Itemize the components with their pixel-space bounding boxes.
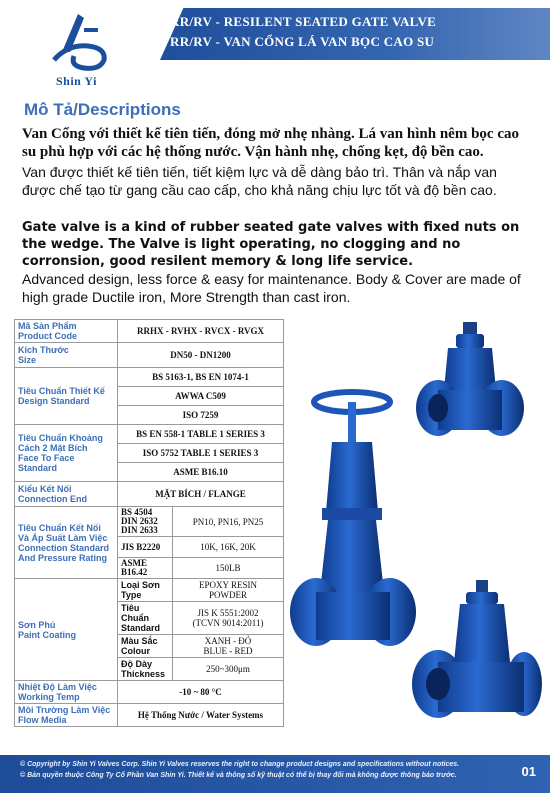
spec-table xyxy=(14,319,284,727)
page-number: 01 xyxy=(521,764,536,779)
row-product-code xyxy=(15,320,284,343)
label-1: Tiêu Chuẩn xyxy=(121,603,149,623)
label-2: Colour xyxy=(121,646,150,656)
value-1: EPOXY RESIN xyxy=(199,580,257,590)
paint-standard-value xyxy=(173,602,284,635)
value-f2f-3: ASME B16.10 xyxy=(118,463,284,482)
label-vi: Tiêu Chuẩn Thiết Kế xyxy=(18,386,105,396)
label-connection-end xyxy=(15,482,118,507)
value-f2f-1: BS EN 558-1 TABLE 1 SERIES 3 xyxy=(118,425,284,444)
std-1: BS 4504 xyxy=(121,507,153,517)
copyright-vi: © Bản quyền thuộc Công Ty Cổ Phần Van Shin Yi. Thiết kế và thông số kỹ thuật có thể bị thay đổi mà không được thông báo trước. xyxy=(20,772,457,779)
value-product-code: RRHX - RVHX - RVCX - RVGX xyxy=(118,320,284,343)
title-vi: RR/RV - VAN CỔNG LÁ VAN BỌC CAO SU xyxy=(170,34,435,49)
std-asme: ASME B16.42 xyxy=(118,558,173,579)
value-pn: PN10, PN16, PN25 xyxy=(173,507,284,537)
value-working-temp: -10 ~ 80 °C xyxy=(118,681,284,704)
label-vi-1: Tiêu Chuẩn Kết Nối xyxy=(18,522,101,533)
header xyxy=(0,0,550,92)
label-vi: Nhiệt Độ Làm Việc xyxy=(18,682,97,692)
value-f2f-2: ISO 5752 TABLE 1 SERIES 3 xyxy=(118,444,284,463)
value-lb: 150LB xyxy=(173,558,284,579)
value-1: JIS K 5551:2002 xyxy=(197,608,259,618)
label-en: Flow Media xyxy=(18,715,67,725)
label-design-standard xyxy=(15,368,118,425)
label-size xyxy=(15,343,118,368)
label-vi: Kích Thước xyxy=(18,345,69,355)
value-design-2: AWWA C509 xyxy=(118,387,284,406)
paint-standard-label xyxy=(118,602,173,635)
value-2: BLUE - RED xyxy=(203,646,253,656)
row-paint xyxy=(15,579,284,602)
label-working-temp xyxy=(15,681,118,704)
value-2: (TCVN 9014:2011) xyxy=(192,618,264,628)
valve-handwheel xyxy=(290,392,416,646)
label-paint xyxy=(15,579,118,681)
std-3: DIN 2633 xyxy=(121,525,158,535)
paint-colour-value xyxy=(173,635,284,658)
label-2: Standard xyxy=(121,623,161,633)
row-design-standard xyxy=(15,368,284,387)
description-en: Advanced design, less force & easy for maintenance. Body & Cover are made of high grade Ductile iron, More Strength than cast iron. xyxy=(22,271,521,305)
shin-yi-logo-icon xyxy=(48,10,112,72)
footer xyxy=(0,755,550,793)
label-2: Type xyxy=(121,590,142,600)
label-vi: Mã Sản Phẩm xyxy=(18,321,77,331)
value-2: POWDER xyxy=(209,590,247,600)
row-size xyxy=(15,343,284,368)
valve-small-top xyxy=(416,322,524,436)
label-1: Màu Sắc xyxy=(121,636,158,646)
label-face-to-face xyxy=(15,425,118,482)
section-heading: Mô Tả/Descriptions xyxy=(24,100,181,119)
label-vi: Sơn Phủ xyxy=(18,619,56,630)
value-1: XANH - ĐỎ xyxy=(204,636,252,646)
label-en: Product Code xyxy=(18,331,78,341)
label-connection-pressure xyxy=(15,507,118,579)
value-connection-end: MẶT BÍCH / FLANGE xyxy=(118,482,284,507)
std-2: DIN 2632 xyxy=(121,516,158,526)
label-vi: Môi Trường Làm Việc xyxy=(18,705,111,715)
paint-thickness-label xyxy=(118,658,173,681)
value-flow-media: Hệ Thống Nước / Water Systems xyxy=(118,704,284,727)
label-vi: Kiểu Kết Nối xyxy=(18,484,72,494)
row-connection-end xyxy=(15,482,284,507)
label-en: Size xyxy=(18,355,37,365)
label-vi-2: Và Áp Suất Làm Việc xyxy=(18,532,108,543)
label-1: Độ Dày xyxy=(121,659,153,669)
label-en: Working Temp xyxy=(18,692,80,702)
row-flow-media xyxy=(15,704,284,727)
label-vi-2: Cách 2 Mặt Bích xyxy=(18,443,88,453)
paint-type-label xyxy=(118,579,173,602)
description-en-bold: Gate valve is a kind of rubber seated gate valves with fixed nuts on the wedge. The Valve is light operating, no clogging and no corronsion, good resilent memory & long life service. xyxy=(22,220,520,269)
value-design-1: BS 5163-1, BS EN 1074-1 xyxy=(118,368,284,387)
description-vi: Van được thiết kế tiên tiến, tiết kiệm lực và dễ dàng bảo trì. Thân và nắp van được chế tạo từ gang cầu cao cấp, cho khả năng chịu lực tốt và độ bền cao. xyxy=(22,164,497,198)
copyright-en: © Copyright by Shin Yi Valves Corp. Shin Yi Valves reserves the right to change product designs and specifications without notices. xyxy=(20,761,460,768)
label-product-code xyxy=(15,320,118,343)
label-en: Connection End xyxy=(18,494,87,504)
label-en-2: And Pressure Rating xyxy=(18,552,108,563)
label-flow-media xyxy=(15,704,118,727)
label-2: Thickness xyxy=(121,669,166,679)
std-bs-din xyxy=(118,507,173,537)
value-k: 10K, 16K, 20K xyxy=(173,537,284,558)
value-design-3: ISO 7259 xyxy=(118,406,284,425)
label-vi-1: Tiêu Chuẩn Khoảng xyxy=(18,433,103,443)
label-en: Face To Face Standard xyxy=(18,453,75,473)
row-working-temp xyxy=(15,681,284,704)
description-vi-bold: Van Cổng với thiết kế tiên tiến, đóng mở nhẹ nhàng. Lá van hình nêm bọc cao su phù hợp với các hệ thống nước. Vận hành nhẹ, chống kẹt, độ bền cao. xyxy=(22,126,519,160)
valve-bottom-right xyxy=(412,580,542,718)
logo xyxy=(0,0,160,92)
paint-thickness-value: 250~300μm xyxy=(173,658,284,681)
paint-colour-label xyxy=(118,635,173,658)
gate-valves-illustration xyxy=(288,312,543,750)
brand-name: Shin Yi xyxy=(56,74,97,88)
label-en: Paint Coating xyxy=(18,629,76,640)
label-1: Loại Sơn xyxy=(121,580,160,590)
value-size: DN50 - DN1200 xyxy=(118,343,284,368)
title-en: RR/RV - RESILENT SEATED GATE VALVE xyxy=(170,14,437,29)
std-jis: JIS B2220 xyxy=(118,537,173,558)
label-en: Design Standard xyxy=(18,396,90,406)
paint-type-value xyxy=(173,579,284,602)
row-face-to-face xyxy=(15,425,284,444)
row-connection-pressure xyxy=(15,507,284,537)
valve-images xyxy=(288,312,543,750)
label-en-1: Connection Standard xyxy=(18,542,110,553)
